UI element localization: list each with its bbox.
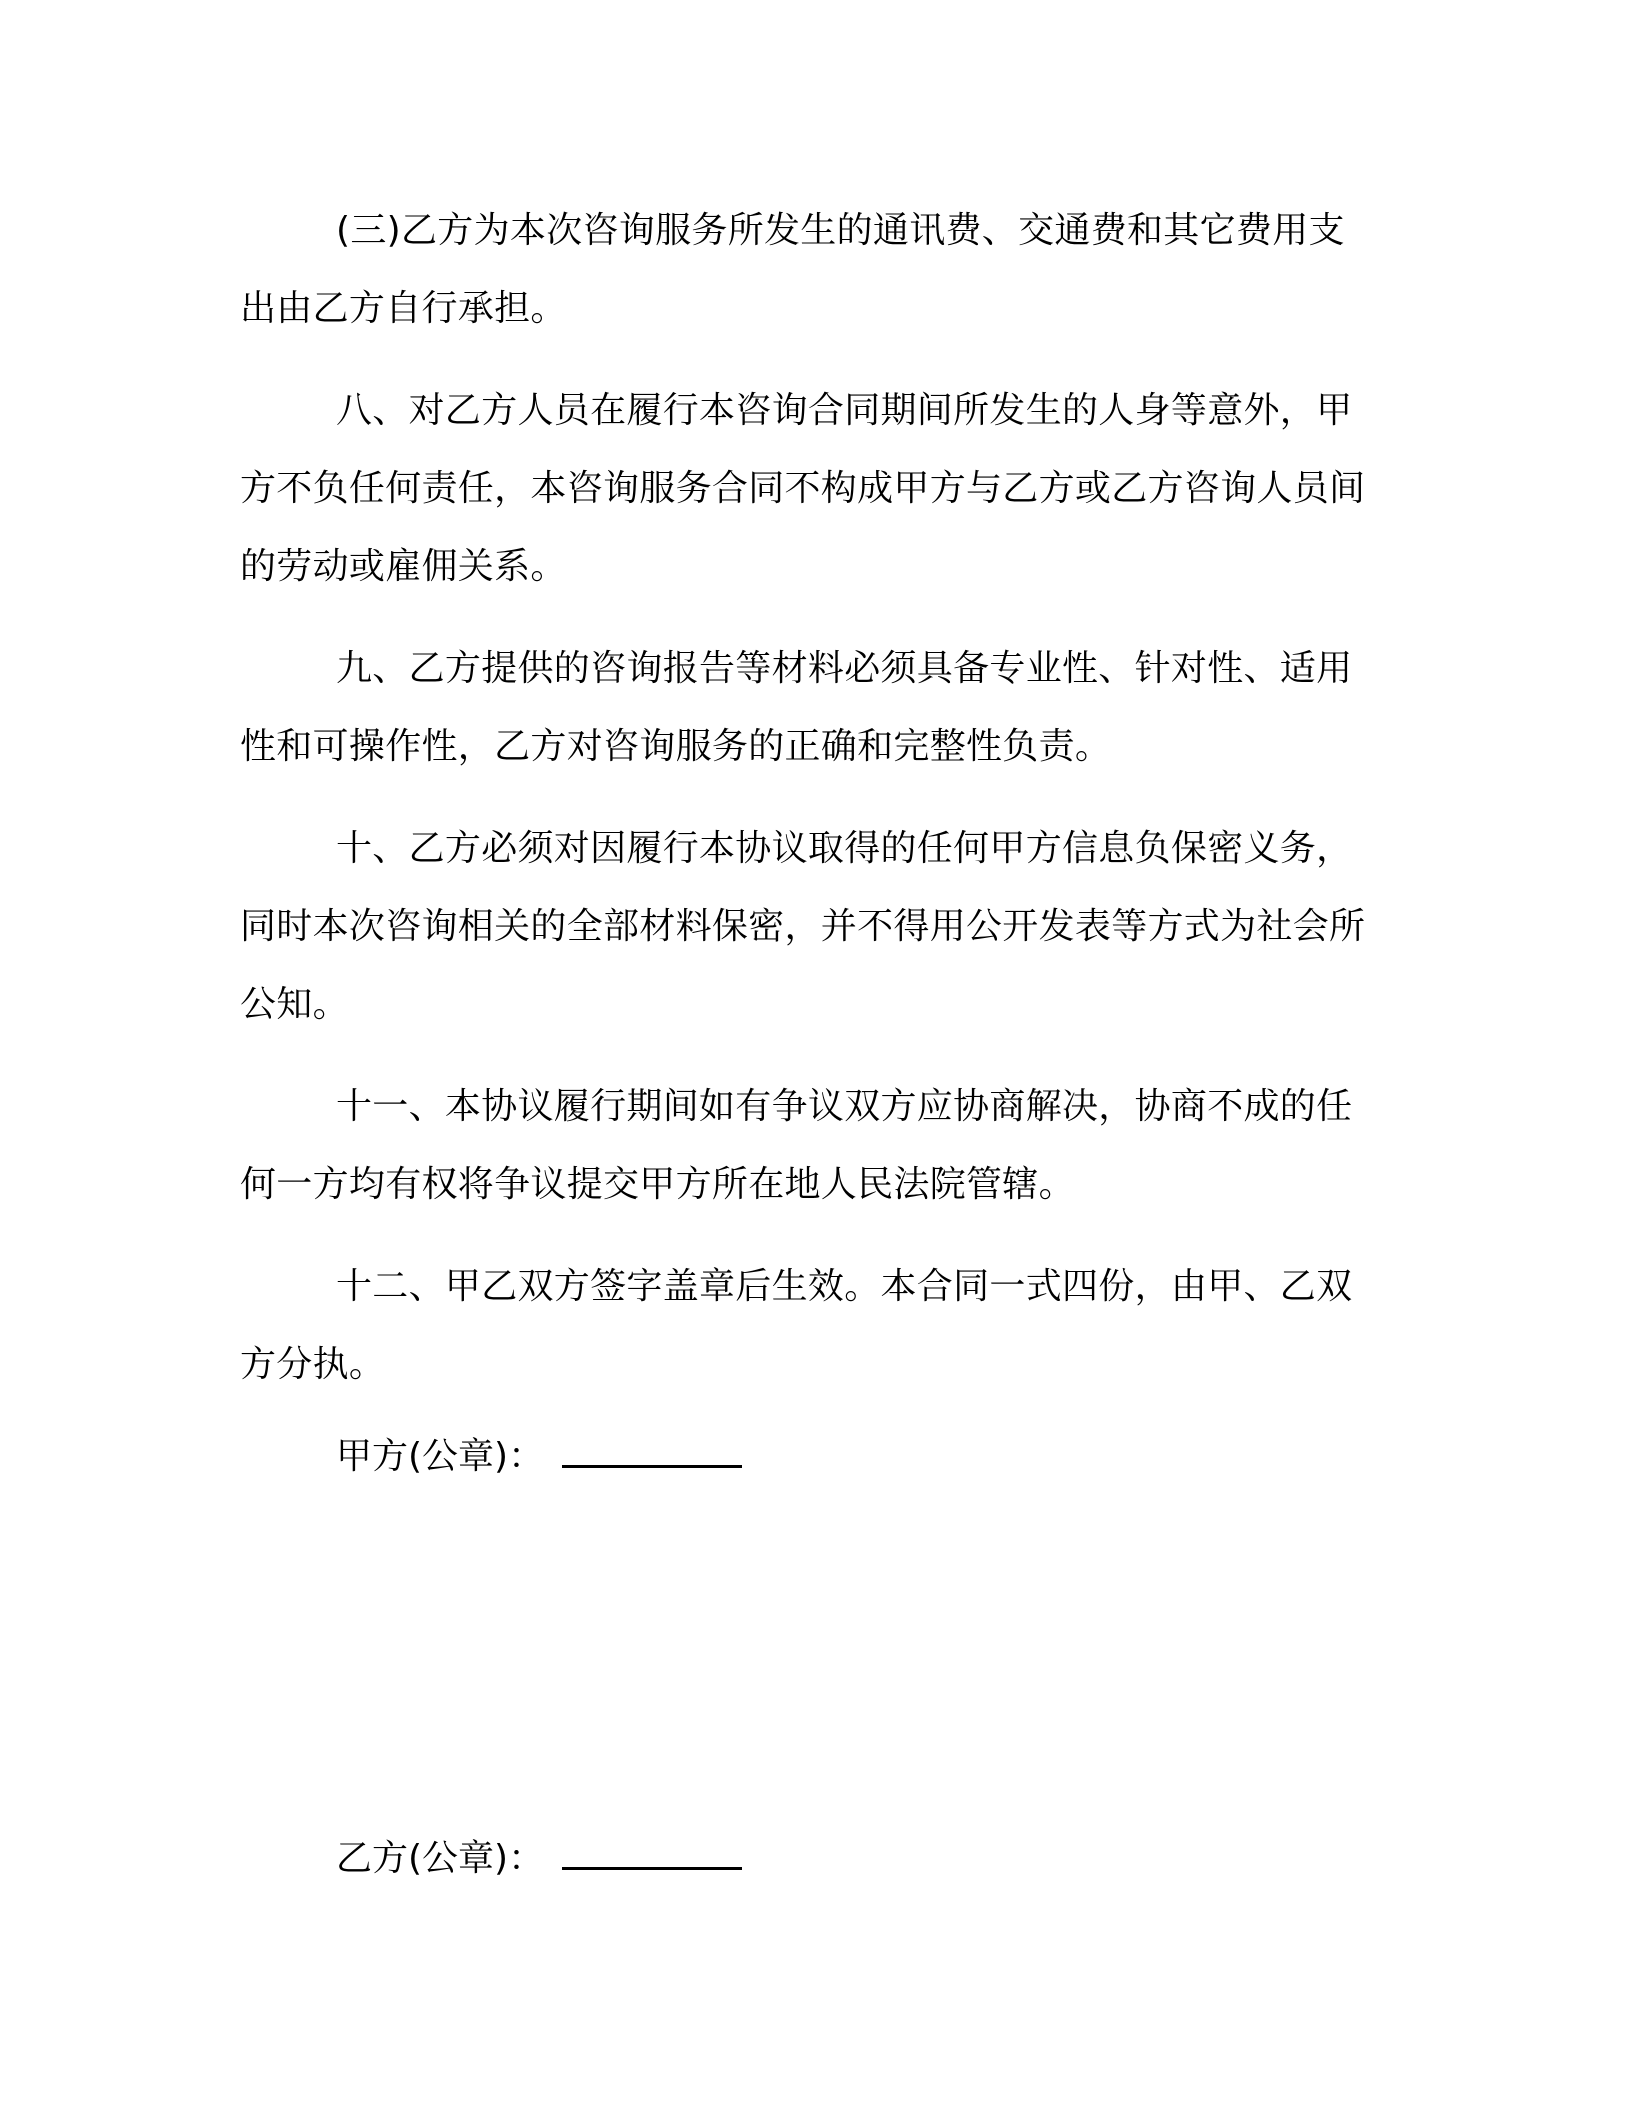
clause-paragraph: 九、乙方提供的咨询报告等材料必须具备专业性、针对性、适用性和可操作性，乙方对咨询服务的正确和完整性负责。	[240, 648, 1353, 767]
party-a-signature	[336, 1418, 742, 1496]
party-a-signature-blank	[562, 1439, 742, 1468]
contract-body	[240, 192, 1376, 1404]
clause-paragraph: 八、对乙方人员在履行本咨询合同期间所发生的人身等意外，甲方不负任何责任，本咨询服务合同不构成甲方与乙方或乙方咨询人员间的劳动或雇佣关系。	[240, 390, 1366, 587]
clause-paragraph: 十、乙方必须对因履行本协议取得的任何甲方信息负保密义务，同时本次咨询相关的全部材料保密，并不得用公开发表等方式为社会所公知。	[240, 828, 1366, 1025]
party-b-label: 乙方(公章)：	[336, 1838, 545, 1879]
party-b-signature	[336, 1820, 742, 1898]
party-a-label: 甲方(公章)：	[336, 1436, 545, 1477]
clause-paragraph: (三)乙方为本次咨询服务所发生的通讯费、交通费和其它费用支出由乙方自行承担。	[240, 210, 1345, 329]
clause-paragraph: 十二、甲乙双方签字盖章后生效。本合同一式四份，由甲、乙双方分执。	[240, 1266, 1353, 1385]
clause-paragraph: 十一、本协议履行期间如有争议双方应协商解决，协商不成的任何一方均有权将争议提交甲方所在地人民法院管辖。	[240, 1086, 1353, 1205]
party-b-signature-blank	[562, 1841, 742, 1870]
